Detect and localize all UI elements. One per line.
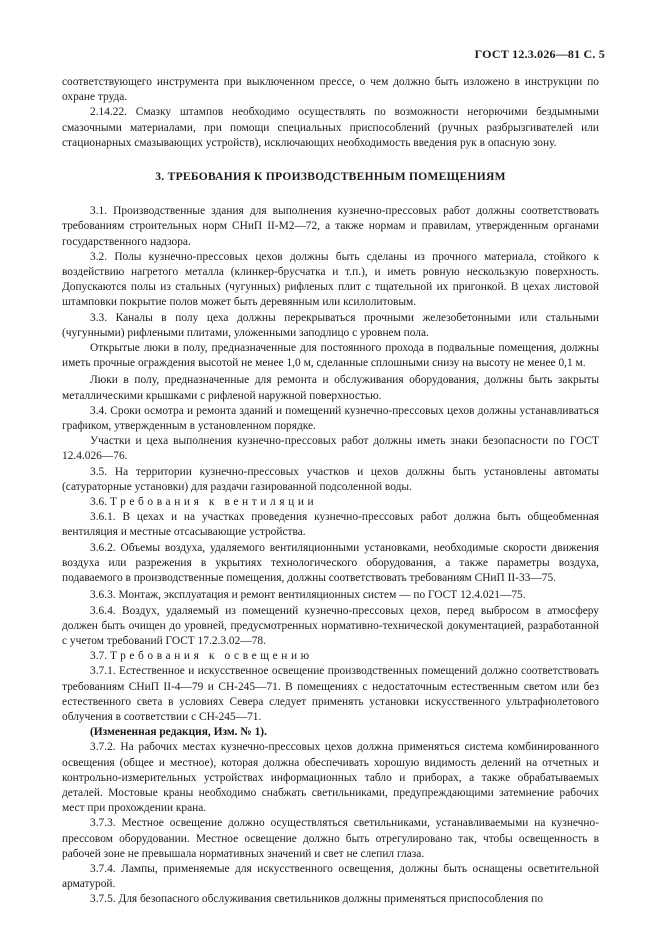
subsection-3-7-heading xyxy=(62,649,599,664)
section-title: 3. ТРЕБОВАНИЯ К ПРОИЗВОДСТВЕННЫМ ПОМЕЩЕНИЯМ xyxy=(155,171,506,184)
paragraph-3-3-repair-hatches: Люки в полу, предназначенные для ремонта и обслуживания оборудования, должны быть закрыты металлическими крышками с рифленой наружной поверхностью. xyxy=(62,374,599,402)
paragraph-3-6-1: 3.6.1. В цехах и на участках проведения кузнечно-прессовых работ должна быть общеобменная вентиляция и местные отсасывающие устройства. xyxy=(62,511,599,539)
paragraph-3-1: 3.1. Производственные здания для выполнения кузнечно-прессовых работ должны соответствовать требованиям строительных норм СНиП II-М2—72, а также нормам и правилам, утвержденным органами государственного надзора. xyxy=(62,205,599,248)
paragraph-3-4-signs: Участки и цеха выполнения кузнечно-прессовых работ должны иметь знаки безопасности по ГОСТ 12.4.026—76. xyxy=(62,435,599,463)
intro-paragraph: соответствующего инструмента при выключенном прессе, о чем должно быть изложено в инструкции по охране труда. xyxy=(62,76,599,104)
paragraph-3-7-1: 3.7.1. Естественное и искусственное освещение производственных помещений должно соответствовать требованиям СНиП II-4—79 и СН-245—71. В помещениях с недостаточным естественным светом или без естественного света в условиях Севера следует применять установки искусственного ультрафиолетового облучения в соответствии с СН-245—71. xyxy=(62,665,599,723)
paragraph-3-6-4: 3.6.4. Воздух, удаляемый из помещений кузнечно-прессовых цехов, перед выбросом в атмосферу должен быть очищен до уровней, предусмотренных нормативно-технической документацией, разработанной с учетом требований ГОСТ 17.2.3.02—78. xyxy=(62,604,599,647)
paragraph-3-5: 3.5. На территории кузнечно-прессовых участков и цехов должны быть установлены автоматы (сатураторные установки) для раздачи газированной подсоленной воды. xyxy=(62,465,599,493)
paragraph-3-4: 3.4. Сроки осмотра и ремонта зданий и помещений кузнечно-прессовых цехов должны устанавливаться графиком, утвержденным в установленном порядке. xyxy=(62,404,599,433)
paragraph-3-6-3: 3.6.3. Монтаж, эксплуатация и ремонт вентиляционных систем — по ГОСТ 12.4.021—75. xyxy=(90,589,526,602)
amendment-note: (Измененная редакция, Изм. № 1). xyxy=(90,726,267,739)
paragraph-3-3-hatches: Открытые люки в полу, предназначенные для постоянного прохода в подвальные помещения, должны иметь прочные ограждения высотой не менее 1,0 м, сделанные сплошными снизу на высоту не менее 0,1 м. xyxy=(62,342,599,370)
paragraph-3-3: 3.3. Каналы в полу цеха должны перекрываться прочными железобетонными или стальными (чугунными) рифлеными плитами, уложенными заподлицо с уровнем пола. xyxy=(62,311,599,339)
paragraph-3-7-2: 3.7.2. На рабочих местах кузнечно-прессовых цехов должна применяться система комбинированного освещения (общее и местное), которая должна обеспечивать хорошую видимость делений на отчетных и контрольно-измерительных устройствах информационных табло и приборах, а также обрабатываемых деталей. Мостовые краны необходимо снабжать светильниками, предупреждающими затемнение рабочих мест при прохождении крана. xyxy=(62,741,599,815)
subsection-number: 3.6. xyxy=(90,496,108,509)
paragraph-3-2: 3.2. Полы кузнечно-прессовых цехов должны быть сделаны из прочного материала, стойкого к воздействию нагретого металла (клинкер-брусчатка и т.п.), и иметь ровную нескользкую поверхность. Допускаются полы из стальных (чугунных) рифленых плит с тщательной их пригонкой. В цехах листовой штамповки покрытие полов может быть деревянным или ксилолитовым. xyxy=(62,250,599,309)
paragraph-3-6-2: 3.6.2. Объемы воздуха, удаляемого вентиляционными установками, необходимые скорости движения воздуха или разрежения в укрытиях технологического оборудования, а также параметры воздуха, подаваемого в производственные помещения, должны соответствовать требованиям СНиП II-33—75. xyxy=(62,541,599,585)
paragraph-3-7-4: 3.7.4. Лампы, применяемые для искусственного освещения, должны быть оснащены осветительной арматурой. xyxy=(62,862,599,891)
subsection-title: Требования к освещению xyxy=(109,650,313,663)
subsection-title: Требования к вентиляции xyxy=(109,496,318,509)
document-body xyxy=(62,75,599,908)
page-header: ГОСТ 12.3.026—81 С. 5 xyxy=(474,47,605,61)
subsection-number: 3.7. xyxy=(90,650,108,663)
paragraph-2-14-22: 2.14.22. Смазку штампов необходимо осуществлять по возможности негорючими бездымными смазочными материалами, при помощи специальных приспособлений (ручных разбрызгивателей или стационарных смазывающих устройств), исключающих необходимость введения рук в опасную зону. xyxy=(62,106,599,149)
subsection-3-6-heading xyxy=(62,495,599,510)
paragraph-3-7-5: 3.7.5. Для безопасного обслуживания светильников должны применяться приспособления по xyxy=(90,893,544,906)
paragraph-3-7-3: 3.7.3. Местное освещение должно осуществляться светильниками, устанавливаемыми на кузнечно-прессовом оборудовании. Местное освещение должно быть отрегулировано так, чтобы освещенность в рабочей зоне не превышала нормативных значений и свет не слепил глаза. xyxy=(62,817,599,860)
